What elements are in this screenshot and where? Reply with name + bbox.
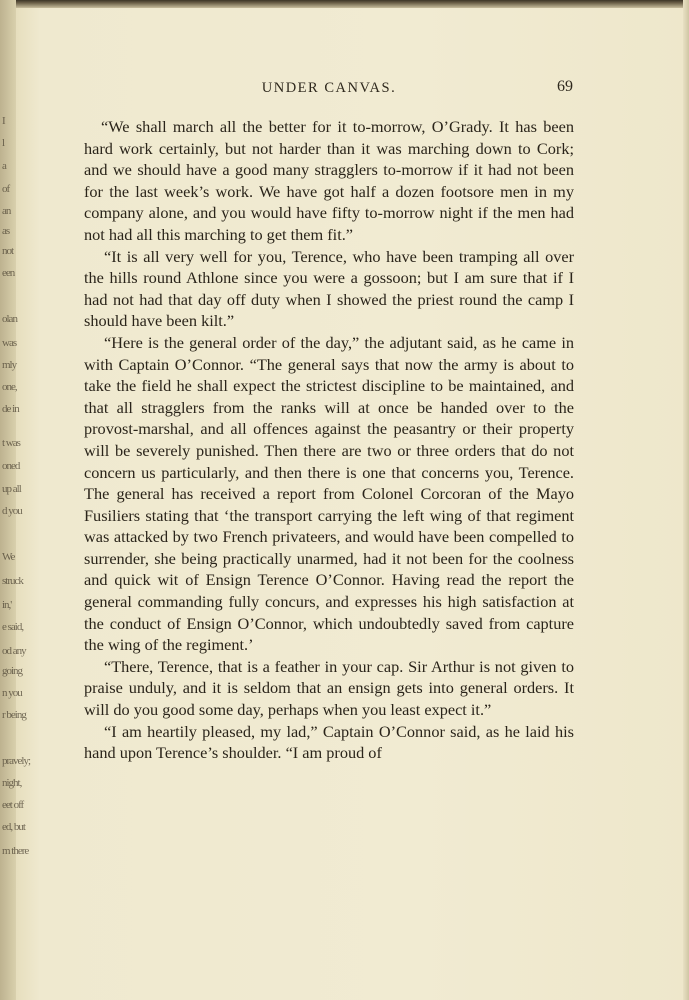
bleed-fragment: een [2,267,15,279]
bleed-fragment: of [2,183,10,195]
bleed-fragment: I [2,115,5,127]
bleed-fragment: as [2,225,10,237]
bleed-fragment: t was [2,437,20,449]
bleed-fragment: up all [2,483,21,495]
running-title: UNDER CANVAS. [261,80,397,96]
bleed-fragment: olan [2,313,17,325]
bleed-fragment: ed, but [2,821,25,833]
bleed-fragment: oned [2,460,20,472]
bleed-fragment: an [2,205,11,217]
bleed-fragment: e said, [2,621,24,633]
bleed-fragment: od any [2,645,26,657]
bleed-fragment: r being [2,709,26,721]
bleed-fragment: in,' [2,599,12,611]
bleed-fragment: eet off [2,799,24,811]
bleed-fragment: We [2,551,15,563]
paragraph: “We shall march all the better for it to-morrow, O’Grady. It has been hard work certainly, but not harder than it was marching down to Cork; and we should have a good many stragglers to-morrow if it had not been for the last week’s work. We have got half a dozen footsore men in my company alone, and you would have fifty to-morrow night if the men had not had all this marching to get them fit.” [84,117,574,244]
running-head [85,80,573,100]
bleed-fragment: one, [2,381,17,393]
paragraph: “It is all very well for you, Terence, who have been tramping all over the hills round Athlone since you were a gossoon; but I am sure that if I had not had that day off duty when I showed the priest round the camp I should have been kilt.” [84,246,574,331]
bleed-fragment: mly [2,359,17,371]
bleed-fragment: de in [2,403,19,415]
body-text [84,116,574,764]
paragraph: “I am heartily pleased, my lad,” Captain O’Connor said, as he laid his hand upon Terence’s shoulder. “I am proud of [84,721,574,763]
paragraph: “Here is the general order of the day,” the adjutant said, as he came in with Captain O’Connor. “The general says that now the army is about to take the field he shall expect the strictest discipline to be maintained, and that all stragglers from the ranks will at once be handed over to the provost-marshal, and all offences against the peasantry or their property will be severely punished. Then there are two or three orders that do not concern us particularly, and then there is one that concerns you, Terence. The general has received a report from Colonel Corcoran of the Mayo Fusiliers stating that ‘the transport carrying the left wing of that regiment was attacked by two French privateers, and would have been compelled to surrender, she being practically unarmed, had it not been for the coolness and quick wit of Ensign Terence O’Connor. Having read the report the general commanding fully concurs, and expresses his high satisfaction at the conduct of Ensign O’Connor, which undoubtedly saved from capture the wing of the regiment.’ [84,332,574,655]
page-number: 69 [557,78,573,95]
bleed-fragment: night, [2,777,22,789]
bleed-fragment: a [2,160,6,172]
bleed-fragment: not [2,245,14,257]
bleed-fragment: m there [2,845,29,857]
bleed-fragment: was [2,337,17,349]
facing-page-bleed-through [0,115,31,875]
bleed-fragment: struck [2,575,23,587]
paragraph: “There, Terence, that is a feather in your cap. Sir Arthur is not given to praise unduly, and it is seldom that an ensign gets into general orders. It will do you good some day, perhaps when you least expect it.” [84,656,574,720]
bleed-fragment: d you [2,505,22,517]
bleed-fragment: going [2,665,23,677]
bleed-fragment: pravely; [2,755,31,767]
bleed-fragment: n you [2,687,22,699]
page-right-edge [683,0,689,1000]
bleed-fragment: l [2,137,5,149]
page-top-edge [0,0,689,8]
